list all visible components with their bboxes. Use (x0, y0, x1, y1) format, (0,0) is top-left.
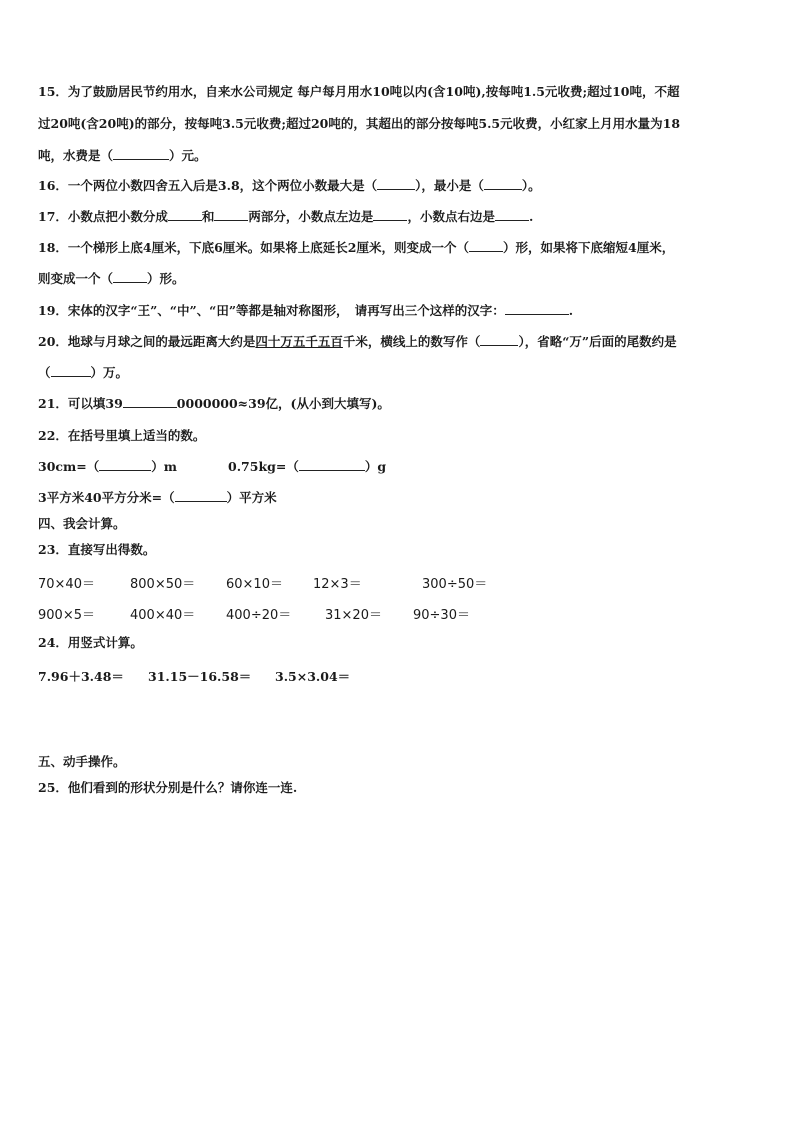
section-five-heading: 五、动手操作。 (38, 754, 126, 769)
q20-text-pre2: （ (38, 365, 51, 380)
answer-blank[interactable] (299, 459, 365, 471)
q20-line2 (38, 365, 128, 381)
answer-blank[interactable] (99, 459, 151, 471)
q19-text-post: . (568, 303, 574, 318)
q22-item-c (38, 490, 277, 506)
q22-c-pre: 3平方米40平方分米=（ (38, 490, 175, 505)
q17-text-post: . (528, 209, 534, 224)
q23-title: 23．直接写出得数。 (38, 542, 156, 557)
answer-blank[interactable] (175, 490, 227, 502)
oral-calc-item[interactable]: 900×5＝ (38, 608, 95, 623)
oral-calc-item[interactable]: 400×40＝ (130, 608, 196, 623)
q17 (38, 209, 533, 225)
oral-calc-item[interactable]: 31×20＝ (325, 608, 382, 623)
oral-calc-item[interactable]: 90÷30＝ (413, 608, 470, 623)
oral-calc-item[interactable]: 800×50＝ (130, 577, 196, 592)
answer-blank[interactable] (469, 240, 503, 252)
answer-blank[interactable] (113, 271, 147, 283)
vertical-calc-item[interactable]: 31.15－16.58＝ (148, 669, 252, 684)
q17-text-and: 和 (201, 209, 215, 224)
q20-text-post: ），省略“万”后面的尾数约是 (518, 334, 677, 349)
q16 (38, 178, 541, 194)
q20-line1 (38, 334, 677, 350)
answer-blank[interactable] (123, 396, 177, 408)
q18-text-pre2: 则变成一个（ (38, 271, 114, 286)
q24-title: 24．用竖式计算。 (38, 635, 143, 650)
answer-blank[interactable] (377, 178, 415, 190)
q21-text-post: 0000000≈39亿，(从小到大填写)。 (176, 396, 390, 411)
q22-b-pre: 0.75kg=（ (228, 459, 299, 474)
answer-blank[interactable] (484, 178, 522, 190)
answer-blank[interactable] (168, 209, 202, 221)
q22-item-b (228, 459, 386, 475)
vertical-calc-item[interactable]: 3.5×3.04＝ (275, 669, 351, 684)
q21-text-pre: 21．可以填39 (38, 396, 123, 411)
q16-text-post: ）。 (521, 178, 541, 193)
q17-text-mid2: ，小数点右边是 (407, 209, 495, 224)
q16-text-mid: ），最小是（ (415, 178, 484, 193)
vertical-calc-item[interactable]: 7.96＋3.48＝ (38, 669, 124, 684)
q22-a-post: ）m (151, 459, 177, 474)
oral-calc-item[interactable]: 12×3＝ (313, 577, 362, 592)
answer-blank[interactable] (373, 209, 407, 221)
q18-text-post2: ）形。 (147, 271, 185, 286)
answer-blank[interactable] (214, 209, 248, 221)
q17-text-pre: 17．小数点把小数分成 (38, 209, 168, 224)
q16-text-pre: 16．一个两位小数四舍五入后是3.8，这个两位小数最大是（ (38, 178, 378, 193)
q15-line1: 15．为了鼓励居民节约用水，自来水公司规定 每户每月用水10吨以内(含10吨),按每吨1.5元收费;超过10吨，不超 (38, 84, 680, 99)
q15-line3 (38, 148, 207, 164)
q15-line2: 过20吨(含20吨)的部分，按每吨3.5元收费;超过20吨的，其超出的部分按每吨5.5元收费，小红家上月用水量为18 (38, 116, 681, 131)
q22-b-post: ）g (364, 459, 387, 474)
oral-calc-item[interactable]: 70×40＝ (38, 577, 95, 592)
answer-blank[interactable] (495, 209, 529, 221)
q19-text-pre: 19．宋体的汉字“王”、“中”、“田”等都是轴对称图形， 请再写出三个这样的汉字： (38, 303, 505, 318)
q18-line1 (38, 240, 674, 256)
q25: 25．他们看到的形状分别是什么？请你连一连. (38, 780, 298, 795)
answer-blank[interactable] (505, 303, 569, 315)
q18-line2 (38, 271, 185, 287)
q15-text-post: ）元。 (169, 148, 207, 163)
answer-blank[interactable] (51, 365, 91, 377)
q22-a-pre: 30cm=（ (38, 459, 100, 474)
q22-item-a (38, 459, 177, 475)
q18-text-pre: 18．一个梯形上底4厘米，下底6厘米。如果将上底延长2厘米，则变成一个（ (38, 240, 469, 255)
q20-underlined-number: 四十万五千五百 (255, 334, 343, 349)
q17-text-mid: 两部分，小数点左边是 (248, 209, 374, 224)
q22-title: 22．在括号里填上适当的数。 (38, 428, 206, 443)
answer-blank[interactable] (480, 334, 518, 346)
oral-calc-item[interactable]: 300÷50＝ (422, 577, 488, 592)
q20-text-pre: 20．地球与月球之间的最远距离大约是 (38, 334, 256, 349)
q20-text-mid: 千米，横线上的数写作（ (342, 334, 481, 349)
section-four-heading: 四、我会计算。 (38, 516, 126, 531)
oral-calc-item[interactable]: 400÷20＝ (226, 608, 292, 623)
q19 (38, 303, 573, 319)
q21 (38, 396, 390, 412)
q18-text-post: ）形，如果将下底缩短4厘米， (503, 240, 675, 255)
q15-text-pre: 吨，水费是（ (38, 148, 114, 163)
q20-text-post2: ）万。 (90, 365, 129, 380)
oral-calc-item[interactable]: 60×10＝ (226, 577, 283, 592)
answer-blank[interactable] (113, 148, 169, 160)
q22-c-post: ）平方米 (226, 490, 277, 505)
